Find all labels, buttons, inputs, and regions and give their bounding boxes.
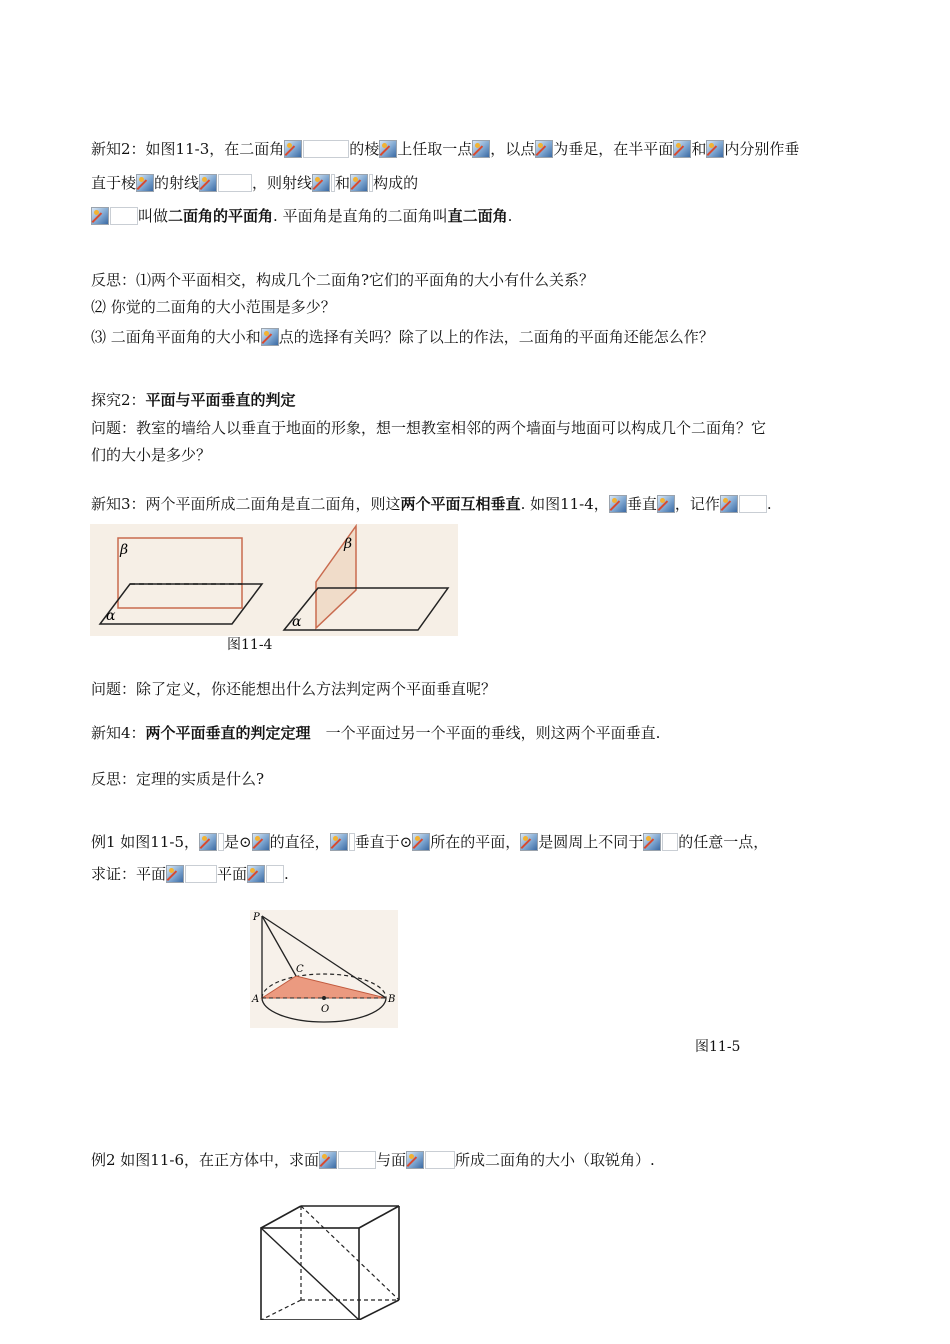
new-knowledge-2-line2 [91, 173, 418, 193]
cube-edge [359, 1206, 399, 1228]
text: 垂直 [626, 495, 657, 513]
question-2: 问题：除了定义，你还能想出什么方法判定两个平面垂直呢？ [91, 680, 497, 698]
formula-slot [110, 207, 138, 225]
formula-image [330, 833, 348, 851]
text: 平面 [217, 865, 248, 883]
text: . [766, 495, 772, 513]
text: 的任意一点， [678, 833, 769, 851]
formula-image [706, 140, 724, 158]
formula-image [199, 833, 217, 851]
text: 的射线 [154, 174, 200, 192]
formula-image [412, 833, 430, 851]
text: ⑶ 二面角平面角的大小和 [91, 328, 261, 346]
text: 一个平面过另一个平面的垂线，则这两个平面垂直. [310, 724, 661, 742]
formula-image [199, 174, 217, 192]
text: 所成二面角的大小（取锐角）. [455, 1151, 655, 1169]
text: 与面 [376, 1151, 407, 1169]
text: . [284, 865, 289, 883]
term-bold: 直二面角 [447, 207, 508, 225]
figure-11-4 [90, 524, 458, 636]
example-1-line1 [91, 832, 768, 852]
formula-slot [739, 495, 767, 513]
text: 叫做 [138, 207, 169, 225]
formula-image [720, 495, 738, 513]
formula-image [673, 140, 691, 158]
formula-image [406, 1151, 424, 1169]
text: 所在的平面， [430, 833, 521, 851]
text: 例2 如图11-6，在正方体中，求面 [91, 1151, 320, 1169]
formula-slot [266, 865, 284, 883]
text: . [507, 207, 513, 225]
reflection-1: 反思：⑴两个平面相交，构成几个二面角?它们的平面角的大小有什么关系？ [91, 271, 595, 289]
new-knowledge-4 [91, 723, 660, 743]
cube-hidden-diagonal [301, 1206, 399, 1300]
formula-image [136, 174, 154, 192]
label-c: C [296, 964, 304, 975]
new-knowledge-2-line1 [91, 139, 799, 159]
example-2 [91, 1150, 655, 1170]
formula-slot [662, 833, 678, 851]
cube-edge [261, 1206, 301, 1228]
text: 点的选择有关吗？除了以上的作法，二面角的平面角还能怎么作？ [278, 328, 714, 346]
text: 和 [691, 140, 707, 158]
exploration-2-title [91, 390, 296, 410]
text: 为垂足，在半平面 [553, 140, 674, 158]
figure-11-5 [250, 910, 398, 1028]
question-1-line2: 们的大小是多少？ [91, 446, 212, 464]
label-a: A [252, 994, 260, 1005]
section-title: 平面与平面垂直的判定 [145, 391, 296, 409]
formula-image [609, 495, 627, 513]
text: 垂直于⊙ [354, 833, 413, 851]
text: 是圆周上不同于 [538, 833, 644, 851]
formula-image [166, 865, 184, 883]
question-1-line1: 问题：教室的墙给人以垂直于地面的形象，想一想教室相邻的两个墙面与地面可以构成几个二面角？它 [91, 419, 767, 437]
figure-11-5-caption: 图11-5 [695, 1039, 741, 1055]
formula-image [350, 174, 368, 192]
formula-image [91, 207, 109, 225]
formula-image [535, 140, 553, 158]
formula-image [312, 174, 330, 192]
formula-slot [218, 174, 252, 192]
cube-edge [359, 1300, 399, 1320]
formula-image [247, 865, 265, 883]
formula-image [284, 140, 302, 158]
text: . 如图11-4， [520, 495, 609, 513]
text: 的棱 [349, 140, 380, 158]
text: 是⊙ [224, 833, 252, 851]
theorem-title: 两个平面垂直的判定定理 [145, 724, 311, 742]
label-alpha: α [292, 614, 302, 630]
figure-11-4-caption: 图11-4 [227, 637, 273, 653]
formula-image [252, 833, 270, 851]
formula-image [379, 140, 397, 158]
new-knowledge-3 [91, 494, 772, 514]
text: 新知2：如图11-3，在二面角 [91, 140, 285, 158]
formula-image [520, 833, 538, 851]
figure-11-6-cube [255, 1200, 407, 1320]
label-o: O [321, 1004, 330, 1015]
text: ，则射线 [252, 174, 313, 192]
formula-image [643, 833, 661, 851]
formula-image [472, 140, 490, 158]
text: 新知4： [91, 724, 146, 742]
term-bold: 二面角的平面角 [168, 207, 274, 225]
formula-image [657, 495, 675, 513]
formula-slot [425, 1151, 455, 1169]
reflection-3 [91, 327, 714, 347]
formula-image [319, 1151, 337, 1169]
text: 上任取一点 [397, 140, 473, 158]
label-b: B [388, 994, 396, 1005]
text: 内分别作垂 [724, 140, 800, 158]
label-beta: β [120, 542, 129, 558]
reflection-4: 反思：定理的实质是什么? [91, 770, 265, 788]
text: 和 [335, 174, 351, 192]
text: ，记作 [674, 495, 720, 513]
label-beta: β [344, 536, 353, 552]
text: 新知3：两个平面所成二面角是直二面角，则这 [91, 495, 401, 513]
reflection-2: ⑵ 你觉的二面角的大小范围是多少？ [91, 298, 336, 316]
formula-image [261, 328, 279, 346]
cube-hidden-edge [261, 1300, 301, 1320]
text: ，以点 [490, 140, 536, 158]
text: 直于棱 [91, 174, 137, 192]
term-bold: 两个平面互相垂直 [400, 495, 521, 513]
figure-background [90, 524, 458, 636]
label-p: P [253, 912, 260, 923]
text: 探究2： [91, 391, 146, 409]
formula-slot [185, 865, 217, 883]
text: . 平面角是直角的二面角叫 [273, 207, 448, 225]
label-alpha: α [106, 608, 116, 624]
cube-diagonal [261, 1228, 359, 1320]
text: 的直径， [269, 833, 330, 851]
text: 构成的 [373, 174, 419, 192]
text: 例1 如图11-5， [91, 833, 200, 851]
formula-slot [338, 1151, 376, 1169]
center-o [322, 996, 326, 1000]
new-knowledge-2-line3 [91, 206, 512, 226]
example-1-line2 [91, 864, 289, 884]
formula-slot [303, 140, 349, 158]
text: 求证：平面 [91, 865, 167, 883]
